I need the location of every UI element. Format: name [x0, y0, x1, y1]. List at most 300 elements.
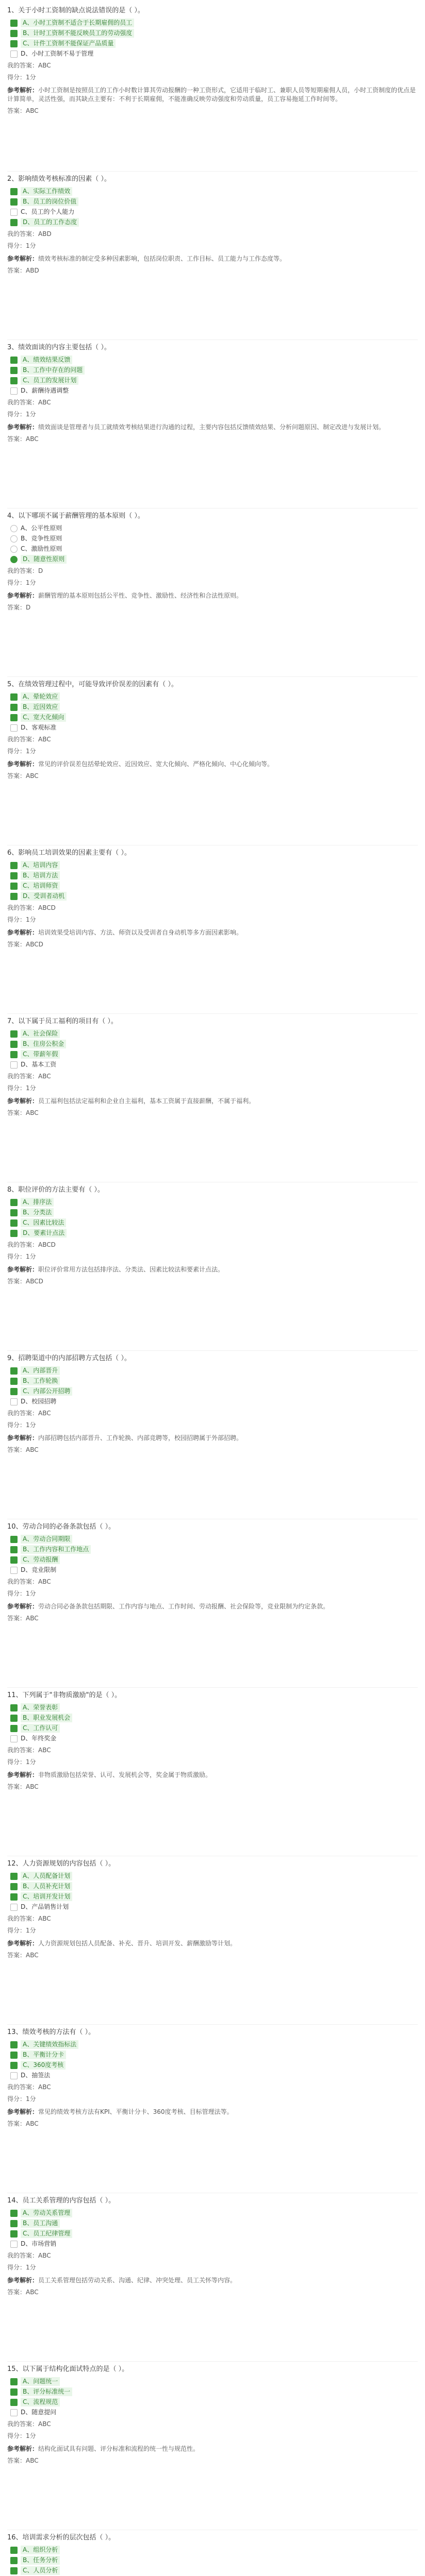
answer-option[interactable] [10, 2408, 418, 2417]
option-label: A、组织分析 [21, 2546, 60, 2554]
my-answer-value: D [38, 567, 43, 574]
my-answer-value: ABD [38, 230, 52, 238]
question-block [7, 676, 418, 845]
question-block [7, 340, 418, 508]
checkbox-icon[interactable] [10, 1725, 18, 1732]
answer-option[interactable] [10, 2387, 418, 2396]
correct-answer: 答案：ABC [7, 772, 39, 779]
my-answer-row [7, 1241, 418, 1249]
analysis-label: 参考解析： [7, 592, 39, 599]
answer-option[interactable] [10, 723, 418, 732]
answer-option[interactable] [10, 2040, 418, 2049]
correct-answer: 答案：D [7, 604, 31, 611]
option-label: B、平衡计分卡 [21, 2050, 66, 2059]
question-stem: 1、关于小时工资制的缺点说法错误的是（ ）。 [7, 7, 144, 14]
score-text: 得分：1分 [7, 1084, 36, 1092]
option-label: A、公平性原则 [21, 524, 62, 532]
analysis-body: 绩效面谈是管理者与员工就绩效考核结果进行沟通的过程，主要内容包括反馈绩效结果、分析问题原因、制定改进与发展计划。 [38, 423, 385, 431]
option-label: C、激励性原则 [21, 545, 62, 552]
checkbox-icon[interactable] [10, 2557, 18, 2564]
analysis-text [7, 1097, 418, 1106]
question-stem: 16、培训需求分析的层次包括（ ）。 [7, 2534, 116, 2541]
question-stem: 10、劳动合同的必备条款包括（ ）。 [7, 1523, 116, 1531]
question-stem: 8、职位评价的方法主要有（ ）。 [7, 1186, 104, 1194]
question-block [7, 1013, 418, 1182]
checkbox-icon[interactable] [10, 1041, 18, 1048]
score-text: 得分：1分 [7, 74, 36, 81]
analysis-label: 参考解析： [7, 1603, 39, 1610]
option-label: D、受训者动机 [21, 892, 67, 901]
analysis-body: 员工福利包括法定福利和企业自主福利，基本工资属于直接薪酬，不属于福利。 [38, 1097, 255, 1105]
answer-option[interactable] [10, 2546, 418, 2554]
checkbox-icon[interactable] [10, 2388, 18, 2396]
my-answer-row [7, 2251, 418, 2260]
my-answer-row [7, 1072, 418, 1081]
checkbox-icon[interactable] [10, 883, 18, 890]
my-answer-value: ABC [38, 1747, 51, 1754]
my-answer-label: 我的答案： [7, 2252, 39, 2259]
my-answer-row [7, 735, 418, 744]
score-text: 得分：1分 [7, 2432, 36, 2439]
option-label: B、职业发展机会 [21, 1714, 72, 1722]
answer-option[interactable] [10, 1703, 418, 1712]
checkbox-icon[interactable] [10, 1546, 18, 1553]
option-label: A、培训内容 [21, 861, 60, 870]
checkbox-icon[interactable] [10, 1367, 18, 1375]
analysis-label: 参考解析： [7, 1097, 39, 1105]
checkbox-icon[interactable] [10, 20, 18, 27]
option-label: A、内部晋升 [21, 1366, 60, 1375]
option-label: A、关键绩效指标法 [21, 2040, 78, 2049]
answer-option[interactable] [10, 29, 418, 38]
analysis-body: 劳动合同必备条款包括期限、工作内容与地点、工作时间、劳动报酬、社会保险等，竞业限制为约定条款。 [38, 1603, 330, 1610]
checkbox-icon[interactable] [10, 1209, 18, 1216]
answer-option[interactable] [10, 2556, 418, 2565]
answer-option[interactable] [10, 713, 418, 722]
my-answer-row [7, 1578, 418, 1586]
score-text: 得分：1分 [7, 1253, 36, 1260]
my-answer-row [7, 61, 418, 70]
option-label: C、工作认可 [21, 1724, 60, 1733]
option-label: D、要素计点法 [21, 1229, 67, 1238]
answer-option[interactable] [10, 2219, 418, 2228]
score-text: 得分：1分 [7, 1590, 36, 1597]
option-label: D、客观标准 [21, 724, 57, 731]
checkbox-icon[interactable] [10, 357, 18, 364]
question-block [7, 845, 418, 1013]
analysis-body: 绩效考核标准的制定受多种因素影响，包括岗位职责、工作目标、员工能力与工作态度等。 [38, 255, 286, 262]
answer-option[interactable] [10, 1892, 418, 1901]
checkbox-icon[interactable] [10, 2062, 18, 2069]
answer-option[interactable] [10, 376, 418, 385]
answer-option[interactable] [10, 1882, 418, 1891]
option-label: D、年终奖金 [21, 1735, 57, 1742]
option-label: B、工作内容和工作地点 [21, 1545, 91, 1554]
score-text: 得分：1分 [7, 1421, 36, 1429]
checkbox-icon[interactable] [10, 40, 18, 47]
checkbox-icon[interactable] [10, 1030, 18, 1038]
answer-option[interactable] [10, 2240, 418, 2248]
my-answer-label: 我的答案： [7, 1410, 39, 1417]
analysis-text [7, 1265, 418, 1274]
option-label: B、任务分析 [21, 2556, 60, 2565]
checkbox-icon[interactable] [10, 1061, 18, 1069]
analysis-text [7, 760, 418, 769]
checkbox-icon[interactable] [10, 872, 18, 879]
answer-option[interactable] [10, 545, 418, 553]
option-label: D、基本工资 [21, 1061, 57, 1068]
my-answer-label: 我的答案： [7, 736, 39, 743]
checkbox-icon[interactable] [10, 714, 18, 721]
option-label: C、宽大化倾向 [21, 713, 66, 722]
answer-option[interactable] [10, 1724, 418, 1733]
checkbox-icon[interactable] [10, 50, 18, 58]
answer-option[interactable] [10, 1029, 418, 1038]
correct-answer: 答案：ABC [7, 1446, 39, 1453]
analysis-body: 小时工资制是按照员工的工作小时数计算其劳动报酬的一种工资形式，它适用于临时工、兼职人员等短期雇佣人员，小时工资制度的优点是计算简单，灵活性强，而其缺点主要有：不利于长期雇佣，不能准确反映劳动强度和劳动质量，员工容易拖延工作时间等。 [7, 87, 416, 103]
option-label: A、绩效结果反馈 [21, 355, 72, 364]
answer-option[interactable] [10, 1387, 418, 1396]
my-answer-row [7, 904, 418, 912]
my-answer-label: 我的答案： [7, 2083, 39, 2091]
answer-option[interactable] [10, 1366, 418, 1375]
question-stem: 13、绩效考核的方法有（ ）。 [7, 2028, 95, 2036]
question-block [7, 2361, 418, 2530]
option-label: B、近因效应 [21, 703, 60, 711]
answer-option[interactable] [10, 692, 418, 701]
my-answer-label: 我的答案： [7, 1578, 39, 1585]
checkbox-icon[interactable] [10, 1199, 18, 1206]
checkbox-icon[interactable] [10, 1388, 18, 1395]
checkbox-icon[interactable] [10, 377, 18, 384]
correct-answer: 答案：ABC [7, 435, 39, 443]
checkbox-icon[interactable] [10, 2547, 18, 2554]
option-label: D、市场营销 [21, 2240, 57, 2247]
option-label: A、荣誉表彰 [21, 1703, 60, 1712]
my-answer-label: 我的答案： [7, 567, 39, 574]
checkbox-icon[interactable] [10, 1051, 18, 1058]
score-text: 得分：1分 [7, 748, 36, 755]
checkbox-icon[interactable] [10, 2567, 18, 2574]
checkbox-icon[interactable] [10, 2409, 18, 2416]
answer-option[interactable] [10, 1397, 418, 1406]
checkbox-icon[interactable] [10, 2241, 18, 2248]
analysis-body: 常见的评价误差包括晕轮效应、近因效应、宽大化倾向、严格化倾向、中心化倾向等。 [38, 760, 274, 768]
answer-option[interactable] [10, 1208, 418, 1217]
answer-option[interactable] [10, 1714, 418, 1722]
my-answer-label: 我的答案： [7, 230, 39, 238]
answer-option[interactable] [10, 1040, 418, 1048]
analysis-text [7, 591, 418, 600]
option-label: B、员工的岗位价值 [21, 197, 78, 206]
checkbox-icon[interactable] [10, 2052, 18, 2059]
checkbox-icon[interactable] [10, 1567, 18, 1574]
checkbox-icon[interactable] [10, 2378, 18, 2385]
checkbox-icon[interactable] [10, 1556, 18, 1564]
question-stem: 5、在绩效管理过程中，可能导致评价误差的因素有（ ）。 [7, 681, 178, 688]
answer-option[interactable] [10, 366, 418, 375]
option-label: B、工作轮换 [21, 1377, 60, 1385]
option-label: D、抽签法 [21, 2072, 51, 2079]
checkbox-icon[interactable] [10, 2072, 18, 2079]
analysis-text [7, 423, 418, 432]
checkbox-icon[interactable] [10, 1536, 18, 1543]
option-label: D、产品销售计划 [21, 1903, 69, 1910]
answer-option[interactable] [10, 1198, 418, 1207]
option-label: C、员工纪律管理 [21, 2229, 72, 2238]
my-answer-value: ABC [38, 2252, 51, 2259]
answer-option[interactable] [10, 1545, 418, 1554]
my-answer-row [7, 230, 418, 239]
checkbox-icon[interactable] [10, 198, 18, 206]
checkbox-icon[interactable] [10, 704, 18, 711]
checkbox-icon[interactable] [10, 862, 18, 869]
analysis-text [7, 1434, 418, 1443]
question-stem: 2、影响绩效考核标准的因素（ ）。 [7, 175, 111, 183]
answer-option[interactable] [10, 2071, 418, 2080]
answer-option[interactable] [10, 2377, 418, 2386]
option-label: C、培训开发计划 [21, 1892, 72, 1901]
answer-option[interactable] [10, 1555, 418, 1564]
checkbox-icon[interactable] [10, 188, 18, 195]
answer-option[interactable] [10, 218, 418, 227]
checkbox-icon[interactable] [10, 1735, 18, 1742]
analysis-label: 参考解析： [7, 2445, 39, 2452]
correct-answer: 答案：ABC [7, 2120, 39, 2127]
answer-option[interactable] [10, 892, 418, 901]
answer-option[interactable] [10, 39, 418, 48]
option-label: C、流程规范 [21, 2398, 60, 2406]
option-label: C、因素比较法 [21, 1218, 66, 1227]
checkbox-icon[interactable] [10, 367, 18, 374]
my-answer-label: 我的答案： [7, 2420, 39, 2428]
correct-answer: 答案：ABCD [7, 1278, 43, 1285]
checkbox-icon[interactable] [10, 30, 18, 37]
option-label: C、员工的发展计划 [21, 376, 78, 385]
question-stem: 7、以下属于员工福利的项目有（ ）。 [7, 1018, 118, 1025]
option-label: A、劳动合同期限 [21, 1535, 72, 1544]
answer-option[interactable] [10, 2050, 418, 2059]
correct-answer: 答案：ABC [7, 1783, 39, 1790]
analysis-text [7, 86, 418, 104]
my-answer-label: 我的答案： [7, 1241, 39, 1248]
score-text: 得分：1分 [7, 2264, 36, 2271]
my-answer-value: ABC [38, 399, 51, 406]
my-answer-label: 我的答案： [7, 904, 39, 911]
analysis-label: 参考解析： [7, 760, 39, 768]
score-text: 得分：1分 [7, 1927, 36, 1934]
analysis-label: 参考解析： [7, 1266, 39, 1273]
option-label: C、培训师资 [21, 882, 60, 890]
answer-option[interactable] [10, 703, 418, 711]
question-block [7, 1350, 418, 1519]
my-answer-value: ABC [38, 2420, 51, 2428]
my-answer-value: ABC [38, 736, 51, 743]
question-stem: 3、绩效面谈的内容主要包括（ ）。 [7, 344, 111, 351]
my-answer-value: ABCD [38, 1241, 56, 1248]
checkbox-icon[interactable] [10, 219, 18, 226]
analysis-body: 职位评价常用方法包括排序法、分类法、因素比较法和要素计点法。 [38, 1266, 224, 1273]
answer-option[interactable] [10, 1872, 418, 1880]
option-label: C、人员分析 [21, 2566, 60, 2575]
my-answer-value: ABC [38, 62, 51, 69]
answer-option[interactable] [10, 871, 418, 880]
checkbox-icon[interactable] [10, 209, 18, 216]
question-block [7, 1856, 418, 2024]
option-label: C、计件工资制不能保证产品质量 [21, 39, 116, 48]
checkbox-icon[interactable] [10, 1378, 18, 1385]
analysis-body: 非物质激励包括荣誉、认可、发展机会等，奖金属于物质激励。 [38, 1771, 212, 1778]
answer-option[interactable] [10, 208, 418, 216]
option-label: B、住房公积金 [21, 1040, 66, 1048]
option-label: B、员工沟通 [21, 2219, 60, 2228]
my-answer-value: ABCD [38, 904, 56, 911]
question-block [7, 508, 418, 676]
answer-option[interactable] [10, 555, 418, 564]
answer-option[interactable] [10, 534, 418, 543]
question-stem: 12、人力资源规划的内容包括（ ）。 [7, 1860, 116, 1868]
answer-option[interactable] [10, 1218, 418, 1227]
radio-icon[interactable] [10, 525, 18, 532]
answer-option[interactable] [10, 1566, 418, 1574]
question-stem: 14、员工关系管理的内容包括（ ）。 [7, 2197, 116, 2205]
question-block [7, 2530, 418, 2576]
radio-icon[interactable] [10, 546, 18, 553]
answer-option[interactable] [10, 1050, 418, 1059]
answer-option[interactable] [10, 187, 418, 196]
checkbox-icon[interactable] [10, 724, 18, 732]
checkbox-icon[interactable] [10, 693, 18, 701]
question-block [7, 1182, 418, 1350]
my-answer-row [7, 1746, 418, 1755]
question-block [7, 2024, 418, 2193]
checkbox-icon[interactable] [10, 1893, 18, 1901]
answer-option[interactable] [10, 49, 418, 58]
my-answer-row [7, 1914, 418, 1923]
option-label: B、分类法 [21, 1208, 54, 1217]
checkbox-icon[interactable] [10, 1715, 18, 1722]
my-answer-value: ABC [38, 1915, 51, 1922]
answer-option[interactable] [10, 355, 418, 364]
my-answer-label: 我的答案： [7, 1915, 39, 1922]
analysis-text [7, 2276, 418, 2285]
option-label: C、360度考核 [21, 2061, 66, 2070]
my-answer-value: ABC [38, 1073, 51, 1080]
question-block [7, 1519, 418, 1687]
checkbox-icon[interactable] [10, 2399, 18, 2406]
radio-icon[interactable] [10, 556, 18, 563]
checkbox-icon[interactable] [10, 1704, 18, 1711]
checkbox-icon[interactable] [10, 1873, 18, 1880]
my-answer-label: 我的答案： [7, 1073, 39, 1080]
answer-option[interactable] [10, 524, 418, 533]
option-label: A、晕轮效应 [21, 692, 60, 701]
option-label: A、劳动关系管理 [21, 2209, 72, 2217]
answer-option[interactable] [10, 2398, 418, 2406]
answer-option[interactable] [10, 2061, 418, 2070]
answer-option[interactable] [10, 2566, 418, 2575]
my-answer-row [7, 2420, 418, 2429]
option-label: A、实际工作绩效 [21, 187, 72, 196]
checkbox-icon[interactable] [10, 1398, 18, 1405]
correct-answer: 答案：ABD [7, 267, 39, 274]
analysis-label: 参考解析： [7, 87, 39, 94]
score-text: 得分：1分 [7, 411, 36, 418]
option-label: A、排序法 [21, 1198, 54, 1207]
option-label: D、员工的工作态度 [21, 218, 79, 227]
option-label: D、随意提问 [21, 2409, 57, 2416]
option-label: D、小时工资制不易于管理 [21, 50, 94, 57]
answer-option[interactable] [10, 1535, 418, 1544]
answer-option[interactable] [10, 2229, 418, 2238]
my-answer-label: 我的答案： [7, 62, 39, 69]
analysis-text [7, 255, 418, 263]
option-label: B、评分标准统一 [21, 2387, 72, 2396]
analysis-body: 常见的绩效考核方法有KPI、平衡计分卡、360度考核、目标管理法等。 [38, 2108, 233, 2115]
my-answer-label: 我的答案： [7, 399, 39, 406]
option-label: B、竞争性原则 [21, 535, 62, 542]
radio-icon[interactable] [10, 535, 18, 543]
answer-option[interactable] [10, 1734, 418, 1743]
my-answer-value: ABC [38, 1410, 51, 1417]
correct-answer: 答案：ABC [7, 2289, 39, 2296]
option-label: C、劳动报酬 [21, 1555, 60, 1564]
question-block [7, 1687, 418, 1856]
score-text: 得分：1分 [7, 579, 36, 586]
analysis-label: 参考解析： [7, 2108, 39, 2115]
answer-option[interactable] [10, 1229, 418, 1238]
option-label: D、竞业限制 [21, 1566, 57, 1573]
analysis-text [7, 1771, 418, 1780]
question-block [7, 6, 418, 171]
answer-option[interactable] [10, 197, 418, 206]
checkbox-icon[interactable] [10, 2210, 18, 2217]
my-answer-row [7, 398, 418, 407]
answer-option[interactable] [10, 1903, 418, 1911]
answer-option[interactable] [10, 1060, 418, 1069]
answer-option[interactable] [10, 19, 418, 27]
checkbox-icon[interactable] [10, 1230, 18, 1237]
checkbox-icon[interactable] [10, 1219, 18, 1227]
checkbox-icon[interactable] [10, 2230, 18, 2238]
analysis-body: 结构化面试具有问题、评分标准和流程的统一性与规范性。 [38, 2445, 200, 2452]
answer-option[interactable] [10, 882, 418, 890]
analysis-text [7, 2445, 418, 2453]
question-block [7, 171, 418, 340]
checkbox-icon[interactable] [10, 387, 18, 395]
analysis-label: 参考解析： [7, 2277, 39, 2284]
checkbox-icon[interactable] [10, 1904, 18, 1911]
option-label: C、员工的个人能力 [21, 208, 75, 215]
checkbox-icon[interactable] [10, 1883, 18, 1890]
question-stem: 11、下列属于"非物质激励"的是（ ）。 [7, 1691, 122, 1699]
checkbox-icon[interactable] [10, 2041, 18, 2048]
checkbox-icon[interactable] [10, 893, 18, 900]
analysis-text [7, 928, 418, 937]
my-answer-value: ABC [38, 1578, 51, 1585]
answer-option[interactable] [10, 2209, 418, 2217]
answer-option[interactable] [10, 1377, 418, 1385]
answer-option[interactable] [10, 861, 418, 870]
analysis-body: 员工关系管理包括劳动关系、沟通、纪律、冲突处理、员工关怀等内容。 [38, 2277, 237, 2284]
option-label: A、小时工资制不适合于长期雇佣的员工 [21, 19, 134, 27]
answer-option[interactable] [10, 386, 418, 395]
option-label: A、社会保险 [21, 1029, 60, 1038]
analysis-label: 参考解析： [7, 423, 39, 431]
option-label: C、内部公开招聘 [21, 1387, 72, 1396]
checkbox-icon[interactable] [10, 2220, 18, 2227]
analysis-label: 参考解析： [7, 929, 39, 936]
